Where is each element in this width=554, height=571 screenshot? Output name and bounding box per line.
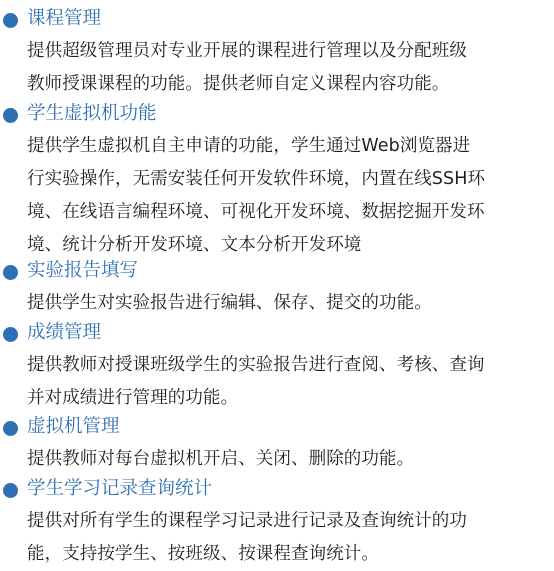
section-course-management [0,4,554,94]
section-body [27,287,537,320]
body-line: 提供教师对每台虚拟机开启、关闭、删除的功能。 [27,449,415,469]
section-body [27,349,537,415]
section-student-vm [0,99,554,255]
bullet-dot-icon [3,265,18,280]
section-body [27,443,537,476]
body-line: 提供对所有学生的课程学习记录进行记录及查询统计的功 [27,511,467,531]
section-title: 成绩管理 [27,322,102,343]
body-line: 提供学生对实验报告进行编辑、保存、提交的功能。 [27,293,432,313]
bullet-dot-icon [3,421,18,436]
section-title: 课程管理 [27,8,102,29]
section-grade-management [0,318,554,408]
body-line: 境、统计分析开发环境、文本分析开发环境 [27,235,362,255]
section-title: 虚拟机管理 [27,416,120,437]
body-line: 行实验操作，无需安装任何开发软件环境，内置在线SSH环 [27,169,486,189]
section-lab-report [0,256,554,313]
section-vm-management [0,412,554,469]
body-line: 提供学生虚拟机自主申请的功能，学生通过Web浏览器进 [27,136,471,156]
bullet-dot-icon [3,13,18,28]
bullet-dot-icon [3,483,18,498]
body-line: 并对成绩进行管理的功能。 [27,388,239,408]
section-heading [0,99,554,129]
bullet-dot-icon [3,327,18,342]
section-heading [0,4,554,34]
section-heading [0,256,554,286]
section-body [27,505,537,571]
body-line: 境、在线语言编程环境、可视化开发环境、数据挖掘开发环 [27,202,485,222]
section-heading [0,474,554,504]
section-learning-records [0,474,554,564]
section-heading [0,412,554,442]
section-title: 实验报告填写 [27,260,139,281]
bullet-dot-icon [3,108,18,123]
section-body [27,35,537,101]
body-line: 能，支持按学生、按班级、按课程查询统计。 [27,544,379,564]
section-title: 学生学习记录查询统计 [27,478,213,499]
section-title: 学生虚拟机功能 [27,103,157,124]
section-body [27,130,537,262]
body-line: 提供超级管理员对专业开展的课程进行管理以及分配班级 [27,41,467,61]
body-line: 教师授课课程的功能。提供老师自定义课程内容功能。 [27,74,450,94]
body-line: 提供教师对授课班级学生的实验报告进行查阅、考核、查询 [27,355,485,375]
section-heading [0,318,554,348]
